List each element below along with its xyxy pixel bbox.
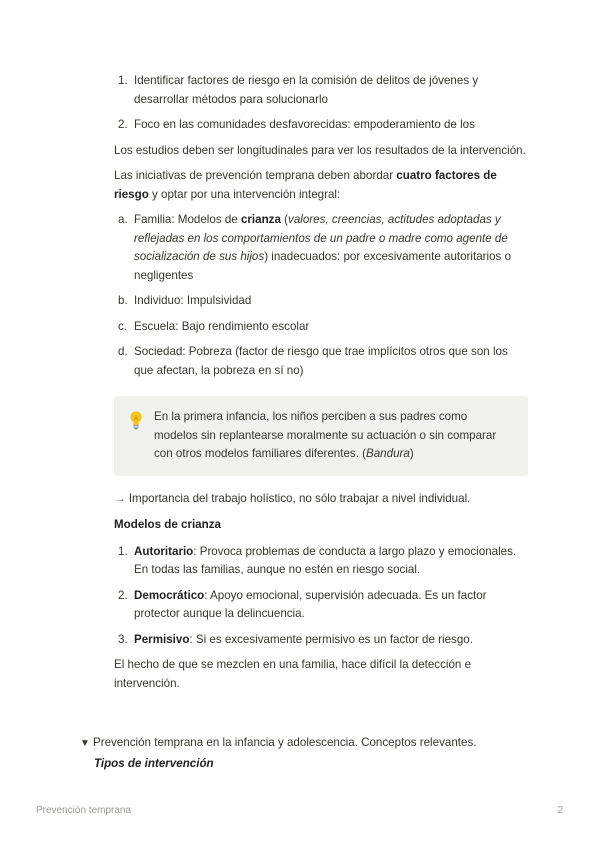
list-item: 1. Autoritario: Provoca problemas de conducta a largo plazo y emocionales. En todas las familias, aunque no estén en riesgo social. — [118, 544, 517, 576]
list-item: 2. Democrático: Apoyo emocional, supervisión adecuada. Es un factor protector aunque la delincuencia. — [118, 588, 487, 620]
callout-text: En la primera infancia, los niños perciben a sus padres como modelos sin replantearse moralmente su actuación o sin comparar con otros modelos familiares diferentes. ( — [154, 410, 497, 460]
list-item-text: Identificar factores de riesgo en la comisión de delitos de jóvenes y desarrollar métodos para solucionarlo — [134, 74, 479, 106]
arrow-right-icon: → — [114, 491, 126, 505]
callout-box: En la primera infancia, los niños perciben a sus padres como modelos sin replantearse moralmente su actuación o sin comparar con otros modelos familiares diferentes. (Bandura) — [114, 396, 528, 476]
holistic-note: → Importancia del trabajo holístico, no sólo trabajar a nivel individual. — [114, 491, 471, 505]
list-item: 2. Foco en las comunidades desfavorecidas: empoderamiento de los — [118, 118, 475, 131]
list-item: c. Escuela: Bajo rendimiento escolar — [118, 319, 310, 333]
lightbulb-icon — [128, 410, 144, 430]
list-item: d. Sociedad: Pobreza (factor de riesgo que trae implícitos otros que son los que afectan, la pobreza en sí no) — [118, 345, 508, 377]
paragraph-mezclen: El hecho de que se mezclen en una familia, hace difícil la detección e intervención. — [114, 658, 472, 690]
paragraph-longitudinal: Los estudios deben ser longitudinales para ver los resultados de la intervención. — [114, 143, 526, 157]
page-number: 2 — [557, 805, 563, 816]
footer-title: Prevención temprana — [36, 805, 132, 816]
paragraph-iniciativas: Las iniciativas de prevención temprana deben abordar cuatro factores de riesgo y optar por una intervención integral: — [114, 169, 497, 201]
list-item-text: Foco en las comunidades desfavorecidas: empoderamiento de los — [134, 118, 475, 131]
triangle-down-icon[interactable]: ▼ — [80, 738, 90, 749]
section-heading-modelos: Modelos de crianza — [114, 518, 221, 531]
subheading-tipos: Tipos de intervención — [94, 757, 214, 770]
list-item: b. Individuo: Impulsividad — [118, 294, 252, 307]
objectives-list — [114, 72, 528, 135]
list-item: 3. Permisivo: Si es excesivamente permisivo es un factor de riesgo. — [118, 632, 473, 646]
toggle-block[interactable] — [80, 734, 520, 754]
risk-factors-list — [114, 211, 528, 380]
document-body — [114, 72, 528, 700]
toggle-title: Prevención temprana en la infancia y adolescencia. Conceptos relevantes. — [93, 736, 477, 749]
parenting-models-list — [114, 543, 528, 650]
page-footer — [36, 802, 563, 821]
list-item: 1. Identificar factores de riesgo en la comisión de delitos de jóvenes y desarrollar métodos para solucionarlo — [118, 74, 479, 106]
list-item: a. Familia: Modelos de crianza (valores, creencias, actitudes adoptadas y reflejadas en los comportamientos de un padre o madre como agente de socialización de sus hijos) inadecuados: por excesivamente autoritarios o negligentes — [118, 213, 512, 282]
